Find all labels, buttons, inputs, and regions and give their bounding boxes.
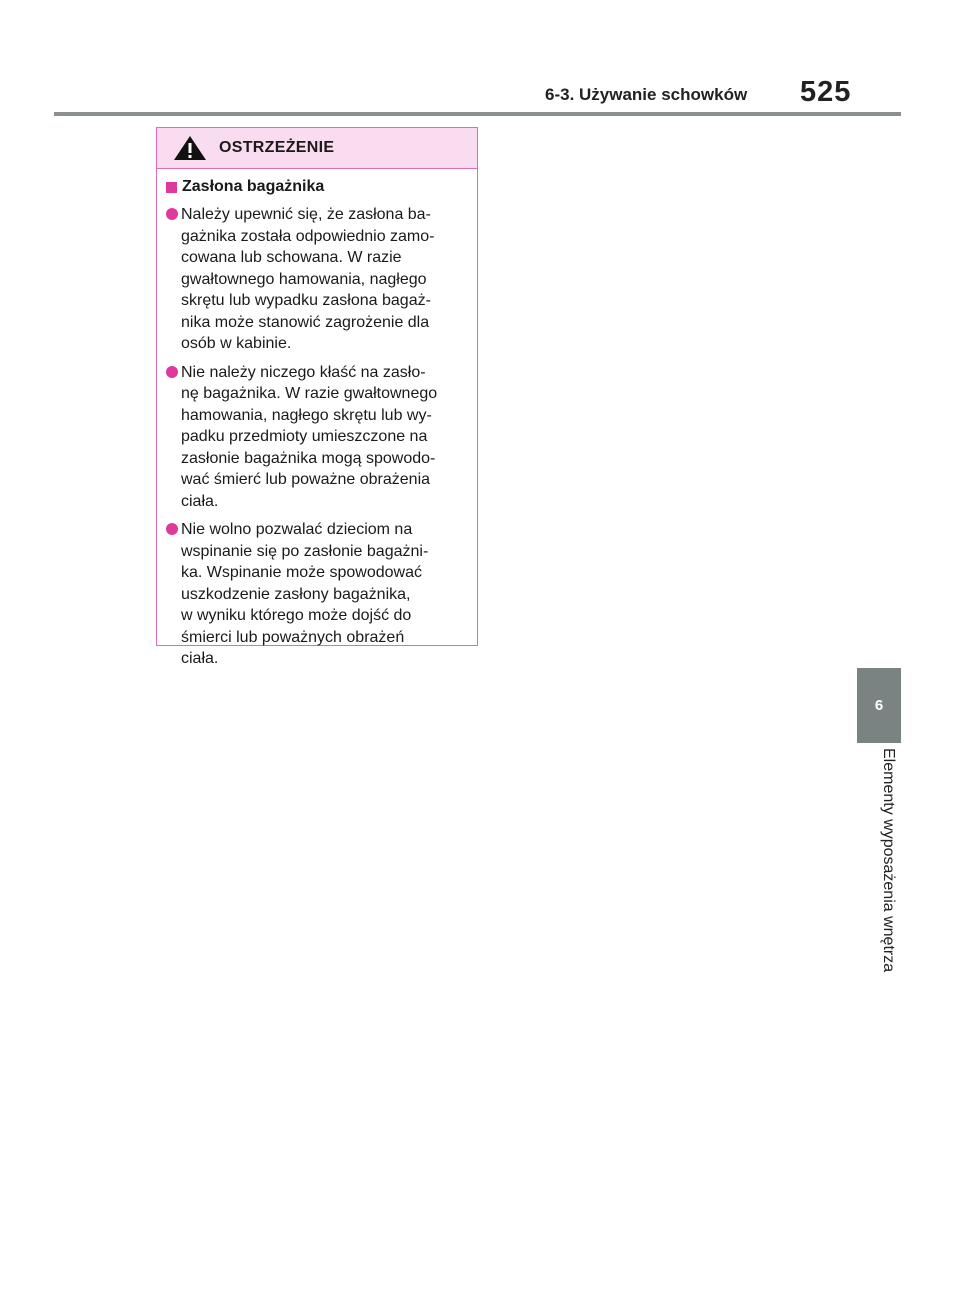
chapter-tab[interactable] <box>857 668 901 743</box>
list-item <box>166 362 477 513</box>
list-item-text: Należy upewnić się, że zasłona ba- gażnika została odpowiednio zamo- cowana lub schowana. W razie gwałtownego hamowania, nagłego skrętu lub wypadku zasłona bagaż- nika może stanowić zagrożenie dla osób w kabinie. <box>181 206 435 352</box>
warning-title: OSTRZEŻENIE <box>219 139 335 156</box>
page-number: 525 <box>800 76 852 108</box>
list-item <box>166 519 477 670</box>
chapter-label: Elementy wyposażenia wnętrza <box>880 748 897 973</box>
list-item-text: Nie należy niczego kłaść na zasło- nę bagażnika. W razie gwałtownego hamowania, nagłego skrętu lub wy- padku przedmioty umieszczone na zasłonie bagażnika mogą spowodo- wać śmierć lub poważne obrażenia ciała. <box>181 363 438 510</box>
circle-bullet-icon <box>166 366 178 378</box>
warning-triangle-icon <box>173 135 207 161</box>
chapter-number: 6 <box>874 697 884 714</box>
subheading-text: Zasłona bagażnika <box>182 178 325 195</box>
warning-subheading <box>166 178 477 196</box>
list-item-text: Nie wolno pozwalać dzieciom na wspinanie się po zasłonie bagażni- ka. Wspinanie może spowodować uszkodzenie zasłony bagażnika, w wyniku którego może dojść do śmierci lub poważnych obrażeń ciała. <box>181 521 429 667</box>
warning-header <box>157 128 477 169</box>
section-title: 6-3. Używanie schowków <box>545 85 748 104</box>
warning-body <box>157 169 477 670</box>
circle-bullet-icon <box>166 208 178 220</box>
list-item <box>166 204 477 355</box>
square-icon <box>166 182 177 193</box>
header-divider <box>54 112 901 116</box>
warning-box <box>156 127 478 667</box>
circle-bullet-icon <box>166 523 178 535</box>
